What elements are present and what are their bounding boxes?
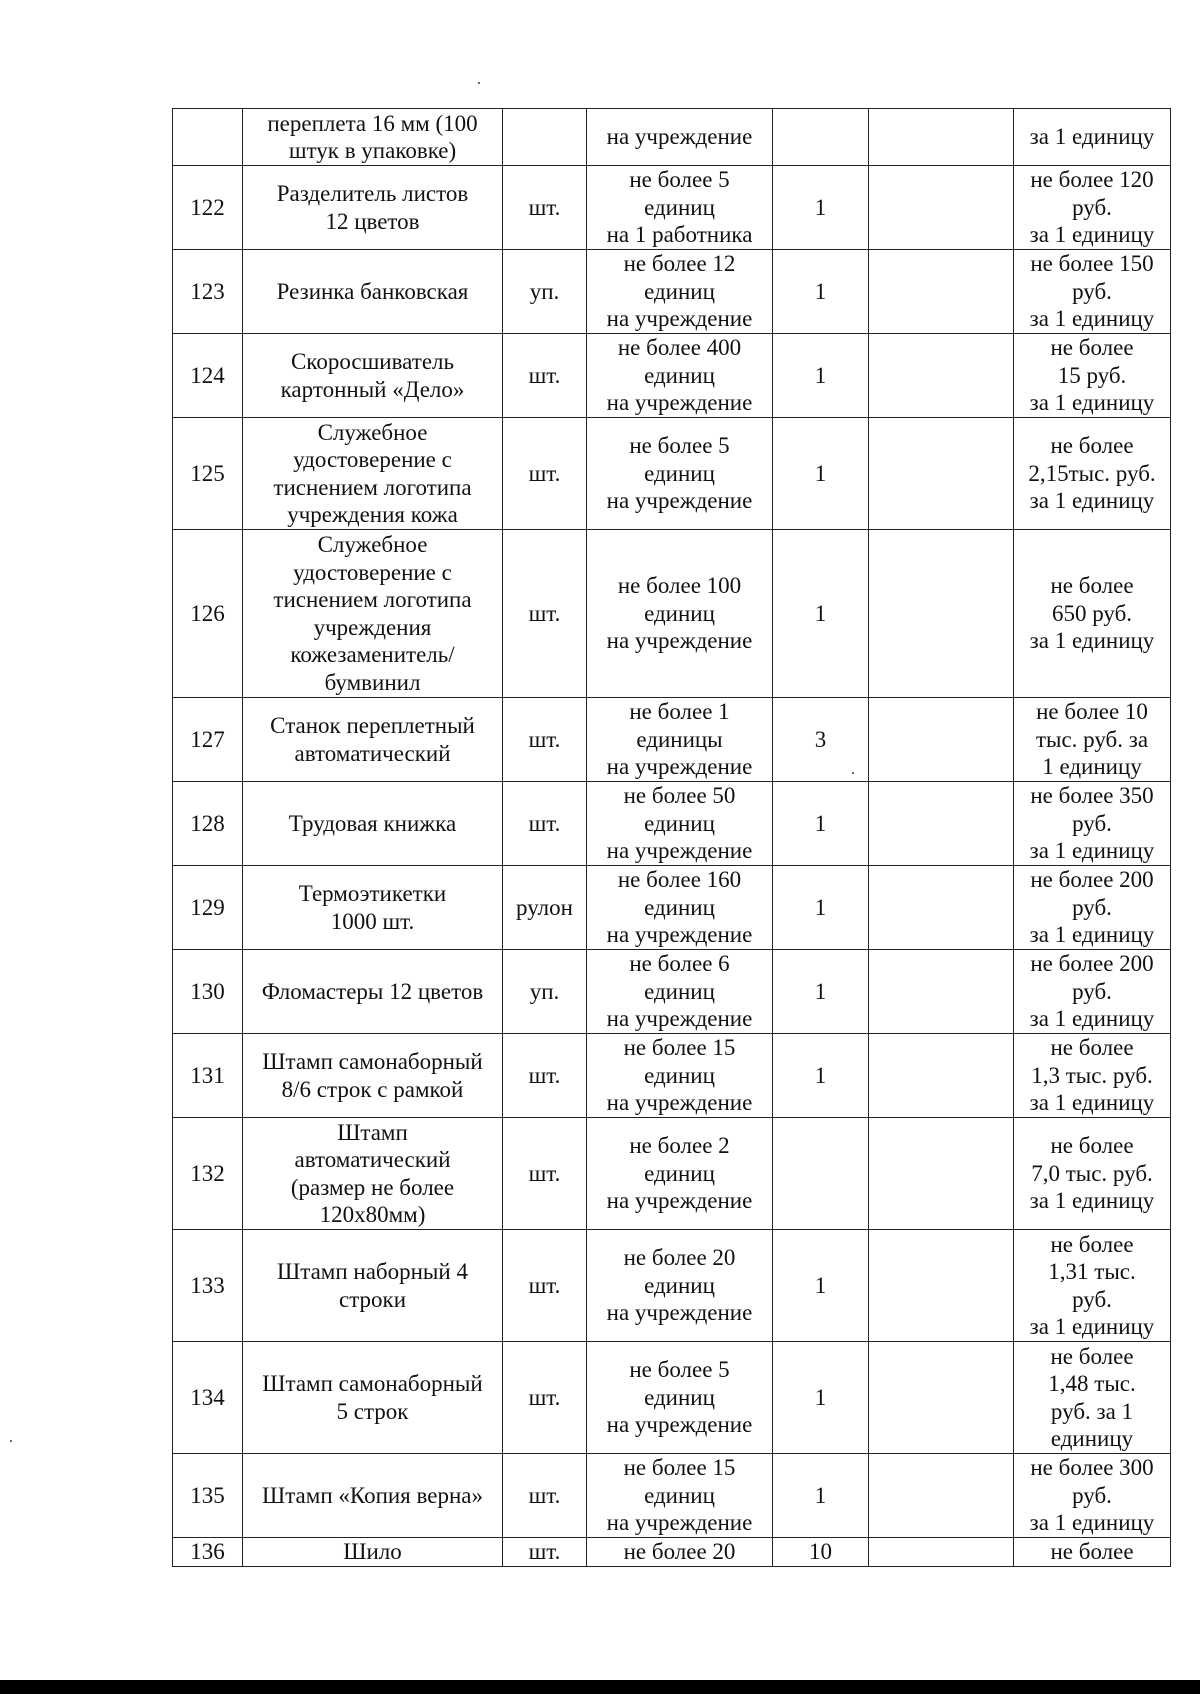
category-cell: [869, 334, 1014, 418]
category-cell: [869, 1342, 1014, 1454]
row-number-cell: 123: [173, 250, 243, 334]
category-cell: [869, 950, 1014, 1034]
quantity-cell: на учреждение: [587, 109, 773, 166]
unit-cell: шт.: [503, 1454, 587, 1538]
item-name-cell: Шило: [243, 1538, 503, 1567]
term-cell: 1: [773, 782, 869, 866]
category-cell: [869, 166, 1014, 250]
row-number-cell: 122: [173, 166, 243, 250]
term-cell: 1: [773, 1454, 869, 1538]
unit-cell: уп.: [503, 950, 587, 1034]
table-row: [173, 1538, 1171, 1567]
quantity-cell: не более 160 единиц на учреждение: [587, 866, 773, 950]
term-cell: 1: [773, 1342, 869, 1454]
item-name-cell: Разделитель листов 12 цветов: [243, 166, 503, 250]
price-cell: не более 150 руб. за 1 единицу: [1014, 250, 1171, 334]
item-name-cell: Служебное удостоверение с тиснением логотипа учреждения кожа: [243, 418, 503, 530]
item-name-cell: Скоросшиватель картонный «Дело»: [243, 334, 503, 418]
table-row: [173, 698, 1171, 782]
category-cell: [869, 1538, 1014, 1567]
term-cell: [773, 1118, 869, 1230]
term-cell: 1: [773, 334, 869, 418]
term-cell: 1: [773, 250, 869, 334]
unit-cell: шт.: [503, 530, 587, 698]
row-number-cell: 130: [173, 950, 243, 1034]
term-cell: 1: [773, 866, 869, 950]
quantity-cell: не более 1 единицы на учреждение: [587, 698, 773, 782]
unit-cell: шт.: [503, 1538, 587, 1567]
category-cell: [869, 418, 1014, 530]
row-number-cell: [173, 109, 243, 166]
item-name-cell: Штамп автоматический (размер не более 120х80мм): [243, 1118, 503, 1230]
row-number-cell: 129: [173, 866, 243, 950]
table-row: [173, 530, 1171, 698]
price-cell: не более: [1014, 1538, 1171, 1567]
price-cell: не более 1,31 тыс. руб. за 1 единицу: [1014, 1230, 1171, 1342]
table-row: [173, 1230, 1171, 1342]
row-number-cell: 126: [173, 530, 243, 698]
scan-bottom-edge: [0, 1680, 1200, 1694]
table-row: [173, 1342, 1171, 1454]
category-cell: [869, 250, 1014, 334]
row-number-cell: 131: [173, 1034, 243, 1118]
row-number-cell: 125: [173, 418, 243, 530]
term-cell: 3: [773, 698, 869, 782]
table-row: [173, 950, 1171, 1034]
price-cell: за 1 единицу: [1014, 109, 1171, 166]
table-body: [173, 109, 1171, 1567]
quantity-cell: не более 20: [587, 1538, 773, 1567]
scan-speck: [852, 772, 854, 774]
supplies-table: [172, 108, 1171, 1567]
category-cell: [869, 782, 1014, 866]
quantity-cell: не более 50 единиц на учреждение: [587, 782, 773, 866]
unit-cell: шт.: [503, 1230, 587, 1342]
table-row: [173, 1454, 1171, 1538]
unit-cell: шт.: [503, 698, 587, 782]
price-cell: не более 1,3 тыс. руб. за 1 единицу: [1014, 1034, 1171, 1118]
term-cell: 1: [773, 950, 869, 1034]
unit-cell: шт.: [503, 782, 587, 866]
table-row: [173, 334, 1171, 418]
row-number-cell: 135: [173, 1454, 243, 1538]
item-name-cell: Фломастеры 12 цветов: [243, 950, 503, 1034]
row-number-cell: 128: [173, 782, 243, 866]
table-row: [173, 166, 1171, 250]
term-cell: [773, 109, 869, 166]
unit-cell: шт.: [503, 1342, 587, 1454]
table-row: [173, 866, 1171, 950]
term-cell: 1: [773, 1230, 869, 1342]
category-cell: [869, 1118, 1014, 1230]
quantity-cell: не более 5 единиц на 1 работника: [587, 166, 773, 250]
quantity-cell: не более 6 единиц на учреждение: [587, 950, 773, 1034]
price-cell: не более 200 руб. за 1 единицу: [1014, 866, 1171, 950]
item-name-cell: Штамп «Копия верна»: [243, 1454, 503, 1538]
price-cell: не более 1,48 тыс. руб. за 1 единицу: [1014, 1342, 1171, 1454]
table-row: [173, 250, 1171, 334]
quantity-cell: не более 5 единиц на учреждение: [587, 1342, 773, 1454]
row-number-cell: 132: [173, 1118, 243, 1230]
unit-cell: уп.: [503, 250, 587, 334]
price-cell: не более 2,15тыс. руб. за 1 единицу: [1014, 418, 1171, 530]
quantity-cell: не более 5 единиц на учреждение: [587, 418, 773, 530]
category-cell: [869, 530, 1014, 698]
unit-cell: шт.: [503, 418, 587, 530]
unit-cell: [503, 109, 587, 166]
table-row: [173, 1034, 1171, 1118]
table-row: [173, 1118, 1171, 1230]
row-number-cell: 133: [173, 1230, 243, 1342]
price-cell: не более 200 руб. за 1 единицу: [1014, 950, 1171, 1034]
row-number-cell: 134: [173, 1342, 243, 1454]
term-cell: 1: [773, 418, 869, 530]
item-name-cell: Резинка банковская: [243, 250, 503, 334]
table-row: [173, 109, 1171, 166]
price-cell: не более 650 руб. за 1 единицу: [1014, 530, 1171, 698]
category-cell: [869, 1454, 1014, 1538]
table-row: [173, 782, 1171, 866]
price-cell: не более 10 тыс. руб. за 1 единицу: [1014, 698, 1171, 782]
quantity-cell: не более 400 единиц на учреждение: [587, 334, 773, 418]
category-cell: [869, 698, 1014, 782]
unit-cell: шт.: [503, 1034, 587, 1118]
item-name-cell: Штамп самонаборный 5 строк: [243, 1342, 503, 1454]
term-cell: 1: [773, 166, 869, 250]
item-name-cell: Термоэтикетки 1000 шт.: [243, 866, 503, 950]
item-name-cell: Штамп наборный 4 строки: [243, 1230, 503, 1342]
row-number-cell: 127: [173, 698, 243, 782]
category-cell: [869, 109, 1014, 166]
price-cell: не более 120 руб. за 1 единицу: [1014, 166, 1171, 250]
item-name-cell: Штамп самонаборный 8/6 строк с рамкой: [243, 1034, 503, 1118]
item-name-cell: Служебное удостоверение с тиснением логотипа учреждения кожезаменитель/ бумвинил: [243, 530, 503, 698]
quantity-cell: не более 15 единиц на учреждение: [587, 1034, 773, 1118]
unit-cell: шт.: [503, 166, 587, 250]
price-cell: не более 7,0 тыс. руб. за 1 единицу: [1014, 1118, 1171, 1230]
unit-cell: шт.: [503, 1118, 587, 1230]
quantity-cell: не более 12 единиц на учреждение: [587, 250, 773, 334]
unit-cell: шт.: [503, 334, 587, 418]
category-cell: [869, 866, 1014, 950]
row-number-cell: 136: [173, 1538, 243, 1567]
category-cell: [869, 1034, 1014, 1118]
term-cell: 10: [773, 1538, 869, 1567]
quantity-cell: не более 100 единиц на учреждение: [587, 530, 773, 698]
price-cell: не более 15 руб. за 1 единицу: [1014, 334, 1171, 418]
row-number-cell: 124: [173, 334, 243, 418]
scan-speck: [10, 1440, 12, 1442]
price-cell: не более 350 руб. за 1 единицу: [1014, 782, 1171, 866]
term-cell: 1: [773, 1034, 869, 1118]
quantity-cell: не более 2 единиц на учреждение: [587, 1118, 773, 1230]
unit-cell: рулон: [503, 866, 587, 950]
table-row: [173, 418, 1171, 530]
item-name-cell: переплета 16 мм (100 штук в упаковке): [243, 109, 503, 166]
item-name-cell: Трудовая книжка: [243, 782, 503, 866]
quantity-cell: не более 20 единиц на учреждение: [587, 1230, 773, 1342]
category-cell: [869, 1230, 1014, 1342]
price-cell: не более 300 руб. за 1 единицу: [1014, 1454, 1171, 1538]
item-name-cell: Станок переплетный автоматический: [243, 698, 503, 782]
scan-speck: [478, 82, 480, 84]
quantity-cell: не более 15 единиц на учреждение: [587, 1454, 773, 1538]
term-cell: 1: [773, 530, 869, 698]
